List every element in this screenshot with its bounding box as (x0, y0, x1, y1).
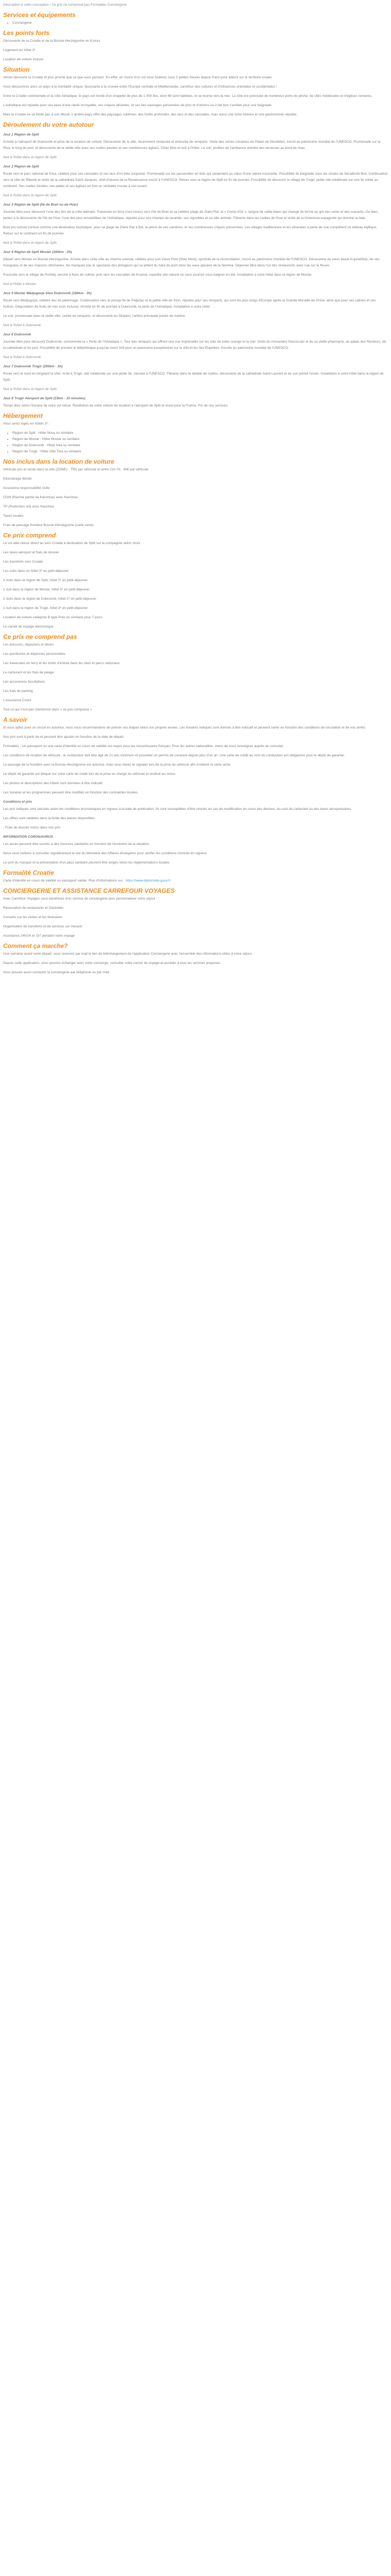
day-text: Brač est surtout connue comme une destination touristique, pour sa plage de Zlatni Rat à Bol, la pierre de ses carrières, et ses nombreuses criques préservées. Les villages traditionnels et les oliveraies à perte de vue complètent ce tableau idyllique. Retour sur le continent en fin de journée. (3, 226, 378, 235)
services-section (3, 11, 388, 26)
coronavirus-paragraph: Les accès peuvent être soumis à des mesures sanitaires en fonction de l'évolution de la situation. (3, 842, 150, 846)
a-savoir-paragraph: Le passage de la frontière avec la Bosnie-Herzégovine est autorisé, mais vous devez le signaler lors de la prise du véhicule afin d'obtenir la carte verte. (3, 763, 231, 767)
day-text: Arrivée à l'aéroport de Dubrovnik et prise de la location de voiture. Découverte de la ville, récemment restaurée et entourée de remparts. Visite des ruines romaines du Palais de Dioclétien, inscrit au patrimoine mondial de l'UNESCO. Promenade sur la Riva, le long du port, et découverte de la vieille ville avec ses ruelles pavées et ses nombreuses églises. Dîner libre et nuit à l'hôtel. Le soir, profitez de l'ambiance animée des terrasses au bord de l'eau. (3, 140, 381, 150)
coronavirus-paragraph: Le port du masque et la présentation d'un pass sanitaire peuvent être exigés selon les réglementations locales. (3, 861, 171, 865)
conciergerie-section (3, 887, 388, 939)
conditions-paragraph: Les offres sont valables dans la limite des places disponibles. (3, 817, 96, 820)
day-block (3, 202, 388, 246)
prix-comprend-item: Location de voiture catégorie B type Polo ou similaire pour 7 jours (3, 616, 103, 619)
situation-section (3, 66, 388, 118)
commande-title: Comment ça marche? (3, 942, 68, 950)
conciergerie-item: Organisation de transferts et de services sur mesure (3, 925, 83, 928)
inclus-item: Frais de passage frontière Bosnie-Herzégovine (carte verte) (3, 523, 94, 527)
a-savoir-paragraph: Les photos et descriptions des hôtels sont données à titre indicatif. (3, 782, 104, 785)
services-item: • Conciergerie (12, 20, 388, 26)
day-block (3, 164, 388, 199)
prix-comprend-item: 2 nuits dans la région de Dubrovnik, hôtel 3* en petit-déjeuner (3, 597, 96, 601)
hebergement-value: Hôtel Villa Tina ou similaire (40, 450, 82, 453)
a-savoir-paragraph: Si vous optez pour un circuit en autotour, nous vous recommandons de prévoir vos étapes selon vos propres envies. Les horaires indiqués sont donnés à titre indicatif et peuvent varier en fonction des conditions de circulation et de vos arrêts. (3, 726, 366, 730)
formalite-title: Formalité Croatie (3, 869, 54, 876)
prix-ne-comprend-section (3, 633, 388, 713)
commande-paragraph: Vous pouvez aussi contacter la conciergerie par téléphone ou par mail. (3, 971, 110, 974)
situation-paragraph: Venez découvrir la Croatie et plus proche que ce que vous pensiez. En effet, en moins d'un vol vous foulerez sous 2 petites heures depuis Paris pour atterrir sur le territoire croate. (3, 76, 272, 79)
prix-comprend-item: Les nuits dans un hôtel 3* en petit-déjeuner (3, 569, 69, 573)
prix-ne-comprend-item: Les assurances facultatives (3, 680, 45, 684)
day-title: Jour 2 Région de Split (3, 165, 39, 168)
a-savoir-title: A savoir (3, 716, 27, 723)
prix-comprend-item: Le carnet de voyage électronique (3, 625, 54, 629)
prix-ne-comprend-item: L'assurance Covid (3, 699, 31, 702)
hebergement-value: Hôtel Nova ou similaire (38, 431, 74, 435)
conditions-title: Conditions et prix (3, 800, 32, 804)
inclus-item: CDW (Rachat partiel de franchise) avec franchise (3, 496, 78, 499)
prix-comprend-item: 2 nuits dans la région de Split, hôtel 3* en petit-déjeuner (3, 579, 88, 582)
day-block (3, 132, 388, 161)
day-text: Route vers le parc national de Krka, célèbre pour ses cascades et ses lacs d'un bleu turquoise. Promenade sur les passerelles en bois qui serpentent au cœur d'une nature luxuriante. Possibilité de baignade sous les chutes de Skradinski Buk. Continuation vers la ville de Šibenik et visite de la cathédrale Saint-Jacques, chef-d'œuvre de la Renaissance inscrit à l'UNESCO. Retour vers la région de Split en fin de journée. Possibilité de découvrir le village de Trogir, petite cité médiévale sur une île reliée au continent. Ses ruelles étroites, ses palais et ses églises en font un véritable musée à ciel ouvert. (3, 172, 388, 188)
day-hotel: Nuit à l'hôtel à Mostar. (3, 282, 37, 286)
hebergement-item (12, 436, 388, 443)
a-savoir-paragraph: Les conditions de location de véhicule : le conducteur doit être âgé de 21 ans minimum et posséder un permis de conduire depuis plus d'un an. Une carte de crédit au nom du conducteur est obligatoire pour le dépôt de garantie. (3, 754, 345, 757)
prix-ne-comprend-item: Tout ce qui n'est pas mentionné dans « ce prix comprend » (3, 708, 92, 711)
commande-paragraph: Depuis cette application, vous pourrez échanger avec votre concierge, consulter votre carnet de voyage et accéder à tous les services proposés. (3, 961, 221, 965)
prix-ne-comprend-item: Les boissons, déjeuners et dîners (3, 643, 54, 647)
prix-comprend-item: Les transferts vers Croatie (3, 560, 43, 564)
inclus-title: Nos inclus dans la location de voiture (3, 458, 115, 465)
hebergement-value: Hôtel Ivka ou similaire (47, 444, 80, 447)
day-hotel: Nuit à l'hôtel à Dubrovnik. (3, 355, 42, 359)
hebergement-label: Région de Split : (12, 431, 38, 435)
inclus-section (3, 458, 388, 529)
hebergement-section (3, 412, 388, 455)
hebergement-item (12, 430, 388, 436)
coronavirus-section (3, 834, 388, 866)
day-text: Départ vers Mostar en Bosnie-Herzégovine. Arrivée dans cette ville au charme oriental, célèbre pour son Vieux Pont (Stari Most), symbole de la réconciliation, inscrit au patrimoine mondial de l'UNESCO. Découverte du vieux bazar Kujundžiluk, de ses mosquées et de ses maisons ottomanes. Ne manquez pas le spectacle des plongeurs qui se jettent du haut du pont dans les eaux glacées de la Neretva. Déjeuner libre dans l'un des restaurants avec vue sur le fleuve. (3, 258, 380, 267)
day-title: Jour 3 Région de Split (île de Brač ou de Hvar) (3, 203, 78, 207)
inclus-item: Kilométrage illimité (3, 477, 32, 481)
points-forts-item: Découverte de la Croatie et de la Bosnie-Herzégovine en 8 jours (3, 39, 101, 43)
inclus-item: Véhicule pris et rendu dans la ville (ZONE) - TRS par véhicule et entre 21h-7h : 40€ par véhicule (3, 468, 149, 471)
day-text: Route vers Medjugorje, célèbre lieu de pèlerinage. Continuation vers la presqu'île de Pelješac et la petite ville de Ston, réputée pour ses remparts, qui sont les plus longs d'Europe après la Grande Muraille de Chine, ainsi que pour ses salines et ses huîtres. Dégustation de fruits de mer (non incluse). Arrivée en fin de journée à Dubrovnik, la perle de l'Adriatique. Installation à votre hôtel. (3, 299, 376, 309)
conciergerie-item: Assistance 24h/24 et 7j/7 pendant votre voyage (3, 934, 75, 938)
conciergerie-intro: Avec Carrefour Voyages vous bénéficiez d'un service de conciergerie pour personnaliser votre séjour : (3, 897, 157, 901)
day-text: Route vers le nord en longeant la côte. Arrêt à Trogir, cité médiévale sur une petite île, classée à l'UNESCO. Flânerie dans le dédale de ruelles, découverte de la cathédrale Saint-Laurent et de son portail roman. Installation à votre hôtel dans la région de Split. (3, 372, 384, 382)
situation-paragraph: Mais la Croatie ne se limite pas à son littoral. L'arrière-pays offre des paysages sublimes, des forêts profondes, des lacs et des cascades, mais aussi une riche histoire et une gastronomie réputée. (3, 113, 298, 116)
day-text: Le soir, promenade dans la vieille ville, ceinte de remparts, et découverte du Stradun, l'artère principale pavée de marbre. (3, 314, 186, 318)
day-hotel: Nuit à l'hôtel dans la région de Split. (3, 241, 57, 245)
day-hotel: Nuit à l'hôtel dans la région de Split. (3, 194, 57, 197)
formalite-text (3, 878, 388, 884)
prix-ne-comprend-title: Ce prix ne comprend pas (3, 633, 77, 640)
hebergement-intro: Vous serez logés en hôtels 3* : (3, 422, 50, 426)
hebergement-list (3, 430, 388, 455)
services-title: Services et équipements (3, 11, 76, 19)
coronavirus-title: INFORMATION CORONAVIRUS (3, 835, 53, 839)
inclus-item: Assurance responsabilité civile (3, 486, 50, 490)
prix-comprend-title: Ce prix comprend (3, 532, 56, 539)
day-block (3, 332, 388, 361)
intro-text: Description à votre conception / Ce prix ne comprend pas Formalités Conciergerie (3, 3, 127, 7)
prix-comprend-item: 1 nuit dans la région de Mostar, hôtel 3* en petit-déjeuner (3, 588, 90, 591)
day-hotel: Nuit à l'hôtel à Dubrovnik. (3, 324, 42, 327)
inclus-item: Taxes locales (3, 514, 24, 518)
day-hotel: Nuit à l'hôtel dans la région de Split. (3, 387, 57, 391)
hebergement-value: Hôtel Mostar ou similaire (42, 437, 80, 441)
a-savoir-paragraph: Le dépôt de garantie est bloqué sur votre carte de crédit lors de la prise en charge du véhicule et restitué au retour. (3, 772, 176, 776)
prix-ne-comprend-item: Les traversées en ferry et les droits d'entrée dans les sites et parcs nationaux (3, 662, 120, 665)
day-title: Jour 6 Dubrovnik (3, 333, 31, 336)
hebergement-label: Région de Dubrovnik : (12, 444, 46, 447)
day-hotel: Nuit à l'hôtel dans la région de Split. (3, 156, 57, 159)
formalite-section (3, 869, 388, 884)
prix-ne-comprend-item: Les frais de parking (3, 689, 33, 693)
conditions-paragraph: - Frais de dossier inclus dans nos prix. (3, 826, 61, 829)
prix-comprend-section (3, 532, 388, 630)
situation-title: Situation (3, 66, 30, 73)
prix-comprend-item: Les taxes aéroport et frais de dossier (3, 551, 59, 554)
prix-comprend-item: Le vol aller-retour direct au vers Croatie à destination de Split sur la compagnie selon choix (3, 541, 140, 545)
a-savoir-paragraph: Les horaires et les programmes peuvent être modifiés en fonction des contraintes locales. (3, 791, 139, 794)
formalite-description: Carte d'identité en cours de validité ou passeport valide. Plus d'informations sur : (3, 879, 125, 883)
day-title: Jour 5 Mostar Médjugorje Ston Dubrovnik (180km - 3h) (3, 292, 92, 295)
a-savoir-paragraph: Formalités : Un passeport ou une carte d'identité en cours de validité est requis pour les ressortissants français. Pour les autres nationalités, merci de vous renseigner auprès du consulat. (3, 744, 284, 748)
day-text: Journée libre pour découvrir Dubrovnik, surnommée la « Perle de l'Adriatique ». Tour des remparts qui offrent une vue imprenable sur les toits de tuiles orange et la mer. Visite du monastère franciscain et de sa vieille pharmacie, du palais des Recteurs, de la cathédrale et du port. Possibilité de prendre le téléphérique jusqu'au mont Srđ pour un panorama exceptionnel sur la ville et les îles Élaphites. Inscrite au patrimoine mondial de l'UNESCO. (3, 340, 386, 350)
inclus-item: TP (Protection vol) avec franchise (3, 505, 54, 509)
services-list (3, 20, 388, 26)
conciergerie-title: CONCIERGERIE ET ASSISTANCE CARREFOUR VOYAGES (3, 887, 175, 894)
points-forts-item: Logement en hôtel 3* (3, 48, 36, 52)
day-block (3, 364, 388, 393)
hebergement-item (12, 443, 388, 449)
coronavirus-paragraph: Nous vous invitons à consulter régulièrement le site du Ministère des Affaires étrangères pour vérifier les conditions d'entrée en vigueur. (3, 852, 207, 855)
prix-comprend-item: 1 nuit dans la région de Trogir, hôtel 3* en petit-déjeuner (3, 606, 88, 610)
day-text: Journée libre pour découvrir l'une des îles de la côte dalmate. Traversée en ferry (non inclus) vers l'île de Brač et sa célèbre plage de Zlatni Rat, la « Corne d'Or », langue de sable blanc qui change de forme au gré des vents et des courants. Ou bien, partez à la découverte de l'île de Hvar, l'une des plus ensoleillées de l'Adriatique, réputée pour ses champs de lavande, ses vignobles et sa ville animée. Flânerie dans les ruelles de Hvar et visite de la forteresse espagnole qui domine la baie. (3, 210, 379, 220)
commande-section (3, 942, 388, 976)
conciergerie-item: Réservation de restaurants et d'activités (3, 906, 64, 910)
day-text: Poursuite vers le village de Počitelj, perché à flanc de colline, puis vers les cascades de Kravica, superbe site naturel où vous pourrez vous baigner en été. Installation à votre hôtel dans la région de Mostar. (3, 273, 313, 277)
a-savoir-section (3, 716, 388, 796)
day-title: Jour 1 Région de Split (3, 133, 39, 137)
day-title: Jour 7 Dubrovnik Trogir (250km - 3h) (3, 365, 63, 368)
day-text: Temps libre selon l'horaire de votre vol retour. Restitution de votre voiture de location à l'aéroport de Split et envol pour la France. Fin de nos services. (3, 404, 229, 408)
situation-paragraph: L'Adriatique est réputée pour ses eaux d'une clarté incroyable, ses criques désertes, et ses îles sauvages parsemées de pins et d'oliviers où il fait bon s'arrêter pour une baignade. (3, 104, 272, 107)
prix-ne-comprend-item: Le carburant et les frais de péage (3, 671, 54, 674)
points-forts-item: Location de voiture incluse (3, 58, 44, 61)
hebergement-item (12, 449, 388, 455)
hebergement-label: Région de Trogir : (12, 450, 40, 453)
situation-paragraph: Entre la Croatie continentale et la côte Adriatique, le pays est bordé d'un chapelet de plus de 1 000 îles, dont 48 sont habitées, et se tourne vers la mer. La côte est ponctuée de nombreux ports de pêche, de cités médiévales et d'églises romanes. (3, 94, 372, 98)
conditions-paragraph: Les prix indiqués sont calculés selon les conditions économiques en vigueur à la date de publication. Ils sont susceptibles d'être révisés en cas de modification du cours des devises, du coût du carburant ou des taxes aéroportuaires. (3, 807, 352, 811)
page (0, 0, 391, 982)
deroulement-title: Déroulement du votre autotour (3, 121, 94, 128)
day-block (3, 249, 388, 287)
prix-ne-comprend-item: Les pourboires et dépenses personnelles (3, 652, 66, 656)
hebergement-label: Région de Mostar : (12, 437, 41, 441)
day-title: Jour 8 Trogir Aéroport de Split (15km - 15 minutes) (3, 397, 86, 400)
points-forts-section (3, 29, 388, 63)
conditions-section (3, 799, 388, 831)
commande-paragraph: Une semaine avant votre départ, vous recevrez par mail le lien de téléchargement de l'application Conciergerie avec l'ensemble des informations utiles à votre séjour. (3, 952, 253, 956)
day-block (3, 396, 388, 409)
situation-paragraph: Vous découvrirez alors un pays à la mentalité unique, fascinante à la croisée entre l'Europe centrale et Méditerranée, carrefour des cultures et d'influences orientales et occidentales ! (3, 85, 277, 89)
formalite-link[interactable]: https://www.diplomatie.gouv.fr (125, 879, 171, 883)
conciergerie-item: Conseils sur les visites et les itinéraires (3, 916, 62, 919)
day-title: Jour 4 Région de Split Mostar (160km - 2h) (3, 250, 72, 254)
points-forts-title: Les points forts (3, 29, 50, 37)
a-savoir-paragraph: Nos prix sont à partir de et peuvent être ajustés en fonction de la date de départ. (3, 735, 124, 739)
hebergement-title: Hébergement (3, 412, 43, 419)
day-block (3, 291, 388, 329)
deroulement-section (3, 121, 388, 409)
